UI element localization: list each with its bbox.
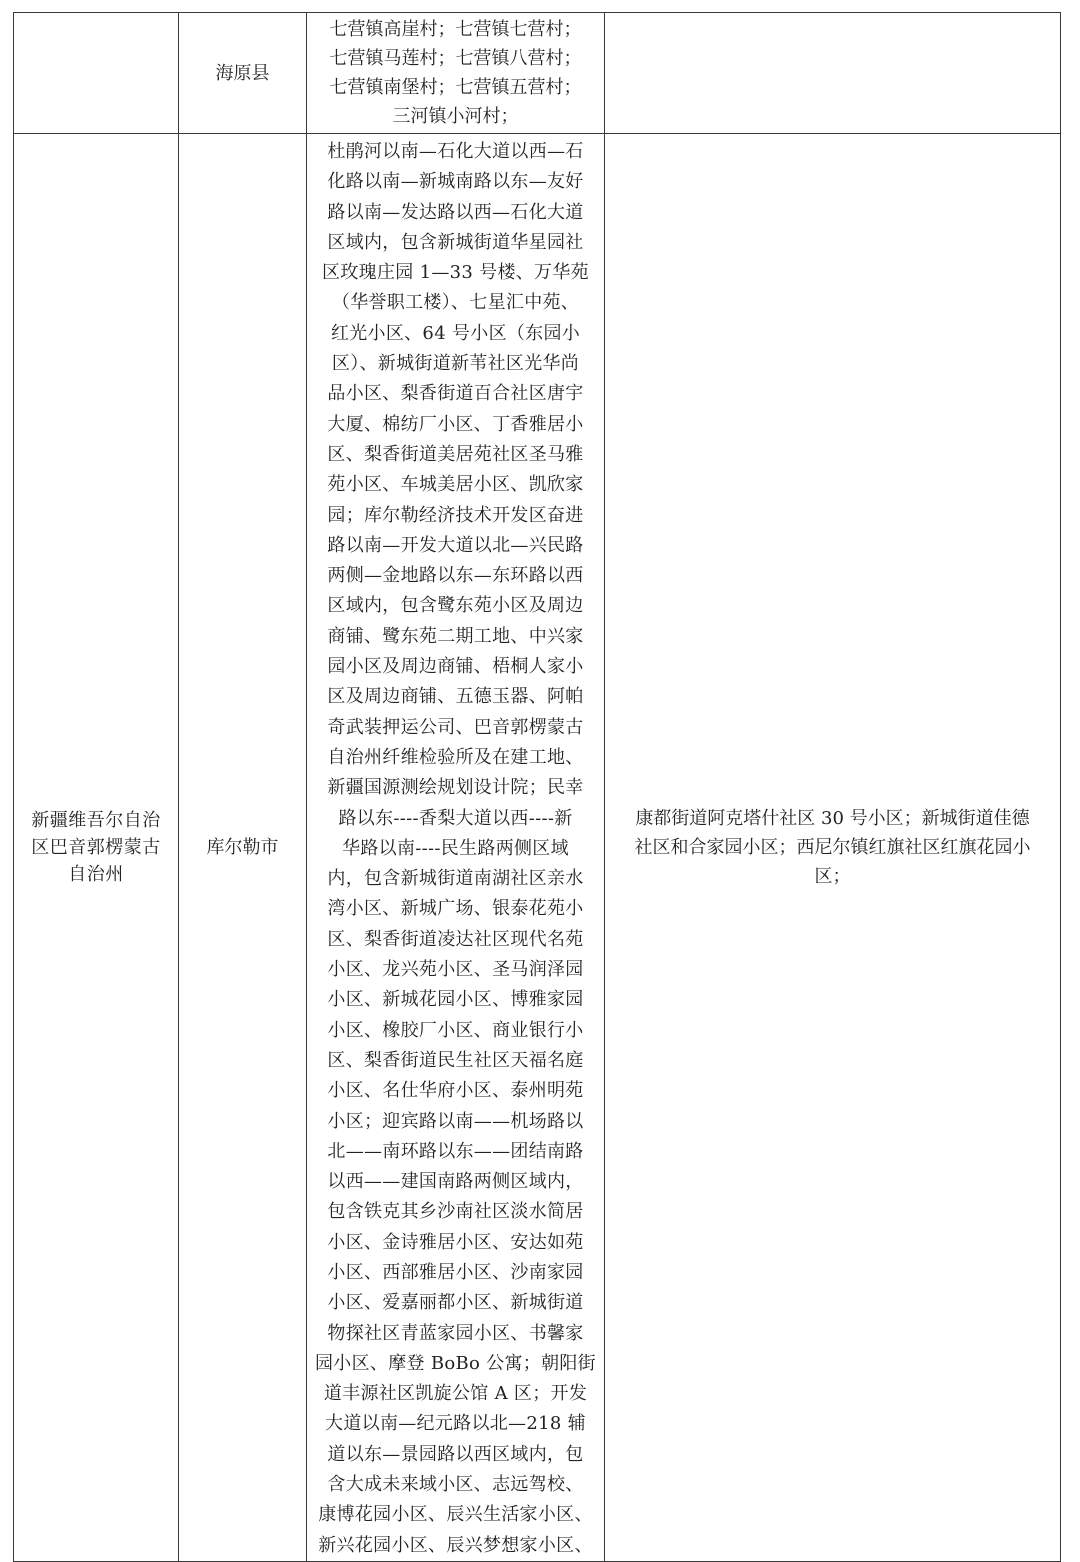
text-line: 杜鹃河以南—石化大道以西—石 (327, 141, 584, 162)
text-line: 新兴花园小区、辰兴梦想家小区、 (318, 1534, 593, 1556)
text-line: 小区、新城花园小区、博雅家园 (327, 989, 584, 1011)
text-line: 新疆国源测绘规划设计院；民幸 (327, 777, 584, 799)
text-line: 区）、新城街道新苇社区光华尚 (331, 353, 580, 375)
text-line: 康博花园小区、辰兴生活家小区、 (318, 1504, 593, 1526)
text-line: 区； (814, 865, 851, 887)
other-risk-lines (615, 804, 1050, 891)
text-line: 区玫瑰庄园 1—33 号楼、万华苑 (322, 262, 589, 284)
text-line: 品小区、梨香街道百合社区唐宇 (327, 383, 584, 405)
text-line: 化路以南—新城南路以东—友好 (327, 171, 584, 193)
region-lines (14, 807, 178, 888)
text-line: 小区、龙兴苑小区、圣马润泽园 (327, 959, 584, 981)
table-row (14, 13, 1061, 134)
high-risk-areas-cell (307, 13, 605, 134)
high-risk-areas-cell (307, 134, 605, 1562)
text-line: 七营镇高崖村；七营镇七营村； (329, 19, 582, 40)
text-line: 区、梨香街道凌达社区现代名苑 (327, 928, 584, 950)
text-line: 自治州 (68, 863, 124, 885)
text-line: 湾小区、新城广场、银泰花苑小 (327, 898, 584, 920)
text-line: 两侧—金地路以东—东环路以西 (327, 565, 584, 587)
text-line: 内，包含新城街道南湖社区亲水 (327, 868, 584, 890)
text-line: 路以南—开发大道以北—兴民路 (327, 534, 584, 556)
text-line: 区及周边商铺、五德玉器、阿帕 (327, 686, 584, 708)
other-areas-cell (605, 13, 1061, 134)
other-areas-cell (605, 134, 1061, 1562)
text-line: 苑小区、车城美居小区、凯欣家 (327, 474, 584, 496)
text-line: 含大成未来域小区、志远驾校、 (327, 1474, 584, 1496)
text-line: 以西——建国南路两侧区域内， (327, 1171, 584, 1193)
text-line: 康都街道阿克塔什社区 30 号小区；新城街道佳德 (635, 807, 1030, 829)
text-line: 区域内，包含鹭东苑小区及周边 (327, 595, 584, 617)
text-line: 社区和合家园小区；西尼尔镇红旗社区红旗花园小 (634, 836, 1031, 858)
text-line: 园小区及周边商铺、梧桐人家小 (327, 656, 584, 678)
risk-area-table (13, 12, 1061, 1562)
high-risk-lines (307, 137, 604, 1561)
text-line: 道丰源社区凯旋公馆 A 区；开发 (323, 1383, 588, 1405)
text-line: 路以东----香梨大道以西----新 (338, 807, 573, 829)
text-line: 大道以南—纪元路以北—218 辅 (325, 1413, 586, 1435)
text-line: 小区、橡胶厂小区、商业银行小 (327, 1019, 584, 1041)
text-line: 物探社区青蓝家园小区、书馨家 (327, 1322, 584, 1344)
text-line: 园；库尔勒经济技术开发区奋进 (327, 504, 584, 526)
text-line: 大厦、棉纺厂小区、丁香雅居小 (327, 413, 584, 435)
text-line: 红光小区、64 号小区（东园小 (330, 322, 581, 344)
text-line: 小区、名仕华府小区、泰州明苑 (327, 1080, 584, 1102)
text-line: 道以东—景园路以西区域内，包 (327, 1443, 584, 1465)
text-line: 路以南—发达路以西—石化大道 (327, 201, 584, 223)
text-line: 小区、金诗雅居小区、安达如苑 (327, 1231, 584, 1253)
high-risk-lines (307, 15, 604, 131)
text-line: 园小区、摩登 BoBo 公寓；朝阳街 (315, 1352, 596, 1374)
county-cell: 海原县 (179, 13, 307, 134)
text-line: 包含铁克其乡沙南社区淡水简居 (327, 1201, 584, 1223)
text-line: 北——南环路以东——团结南路 (327, 1140, 584, 1162)
text-line: 新疆维吾尔自治 (31, 809, 161, 831)
text-line: 七营镇马莲村；七营镇八营村； (329, 48, 582, 69)
text-line: 三河镇小河村； (392, 106, 519, 127)
text-line: 区、梨香街道美居苑社区圣马雅 (327, 443, 584, 465)
table-row (14, 134, 1061, 1562)
text-line: 奇武装押运公司、巴音郭楞蒙古 (327, 716, 584, 738)
text-line: 小区、爱嘉丽都小区、新城街道 (327, 1292, 584, 1314)
county-cell: 库尔勒市 (179, 134, 307, 1562)
text-line: 小区；迎宾路以南——机场路以 (327, 1110, 584, 1132)
text-line: （华誉职工楼）、七星汇中苑、 (331, 292, 580, 314)
text-line: 小区、西部雅居小区、沙南家园 (327, 1261, 584, 1283)
region-cell (14, 134, 179, 1562)
text-line: 华路以南----民生路两侧区域 (342, 837, 569, 859)
text-line: 区巴音郭楞蒙古 (31, 836, 161, 858)
text-line: 区域内，包含新城街道华星园社 (327, 231, 584, 253)
text-line: 七营镇南堡村；七营镇五营村； (329, 77, 582, 98)
region-cell (14, 13, 179, 134)
text-line: 区、梨香街道民生社区天福名庭 (327, 1049, 584, 1071)
text-line: 自治州纤维检验所及在建工地、 (327, 746, 584, 768)
text-line: 商铺、鹭东苑二期工地、中兴家 (327, 625, 584, 647)
